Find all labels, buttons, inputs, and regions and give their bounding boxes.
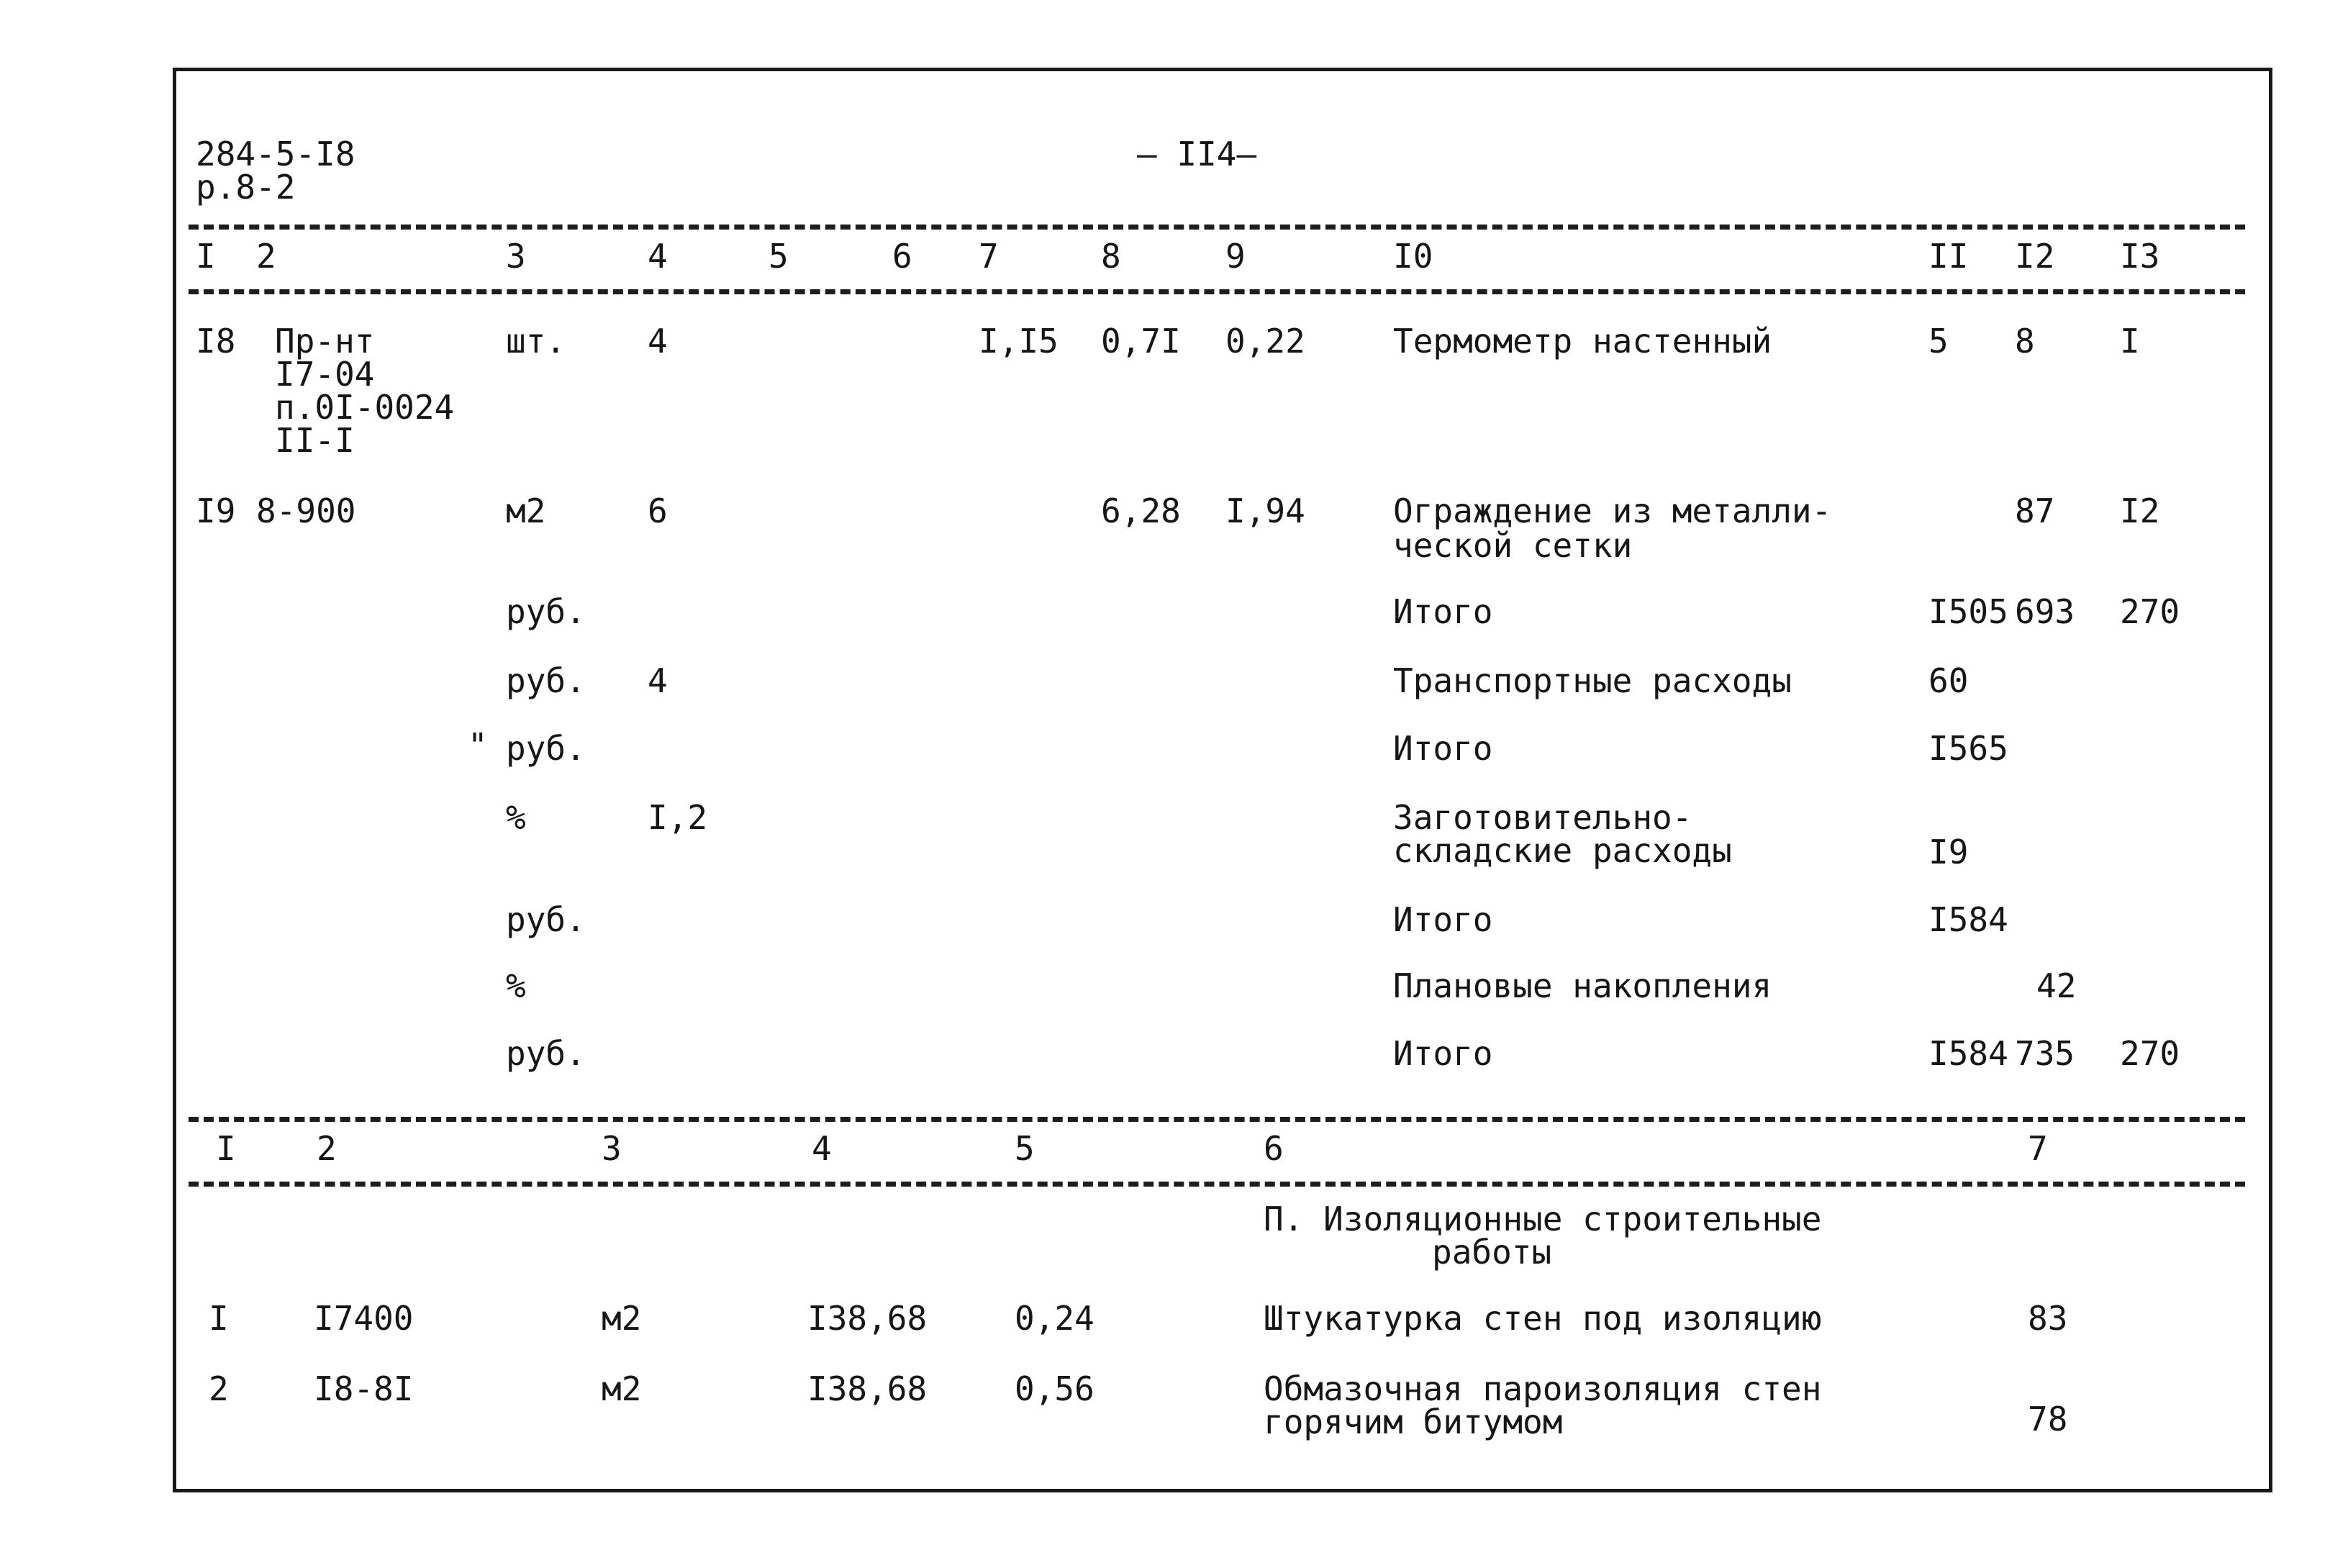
col-header-13: I3 bbox=[2120, 237, 2160, 276]
total1-col13: 270 bbox=[2120, 592, 2180, 631]
t2-col-header-1: I bbox=[216, 1129, 236, 1168]
row18-col11: 5 bbox=[1928, 322, 1949, 361]
transport-col11: 60 bbox=[1928, 661, 1969, 700]
transport-label: Транспортные расходы bbox=[1393, 661, 1792, 700]
t2-row2-number: 2 bbox=[209, 1369, 229, 1408]
row19-col12: 87 bbox=[2015, 491, 2055, 530]
t2-row2-description-line2: горячим битумом bbox=[1264, 1402, 1563, 1441]
total1-col11: I505 bbox=[1928, 592, 2008, 631]
row18-qty: 4 bbox=[648, 322, 668, 361]
col-header-9: 9 bbox=[1225, 237, 1246, 276]
transport-qty: 4 bbox=[648, 661, 668, 700]
total1-unit: руб. bbox=[506, 592, 586, 631]
t2-row1-description: Штукатурка стен под изоляцию bbox=[1264, 1299, 1822, 1338]
t2-col-header-3: 3 bbox=[602, 1129, 622, 1168]
row19-description-line2: ческой сетки bbox=[1393, 526, 1633, 565]
row18-col9: 0,22 bbox=[1225, 322, 1305, 361]
t2-col-header-5: 5 bbox=[1015, 1129, 1035, 1168]
row18-code-line3: п.0I-0024 bbox=[275, 388, 455, 427]
total1-col12: 693 bbox=[2015, 592, 2075, 631]
total1-label: Итого bbox=[1393, 592, 1493, 631]
col-header-4: 4 bbox=[648, 237, 668, 276]
storage-unit: % bbox=[506, 798, 526, 837]
total4-col11: I584 bbox=[1928, 1034, 2008, 1073]
row18-col12: 8 bbox=[2015, 322, 2035, 361]
t2-row1-number: I bbox=[209, 1299, 229, 1338]
row18-col13: I bbox=[2120, 322, 2140, 361]
total4-unit: руб. bbox=[506, 1034, 586, 1073]
t2-row2-unit: м2 bbox=[602, 1369, 642, 1408]
total4-label: Итого bbox=[1393, 1034, 1493, 1073]
row18-code-line2: I7-04 bbox=[275, 355, 375, 394]
page-frame bbox=[173, 68, 2272, 1492]
t2-col-header-7: 7 bbox=[2028, 1129, 2048, 1168]
storage-col11: I9 bbox=[1928, 833, 1969, 871]
col-header-2: 2 bbox=[256, 237, 276, 276]
section-title-line1: П. Изоляционные строительные bbox=[1264, 1200, 1822, 1238]
storage-qty: I,2 bbox=[648, 798, 708, 837]
col-header-10: I0 bbox=[1393, 237, 1433, 276]
transport-unit: руб. bbox=[506, 661, 586, 700]
section-title-line2: работы bbox=[1432, 1233, 1552, 1272]
t2-row1-code: I7400 bbox=[314, 1299, 414, 1338]
row19-col13: I2 bbox=[2120, 491, 2160, 530]
row18-code-line4: II-I bbox=[275, 421, 355, 460]
t2-row1-col7: 83 bbox=[2028, 1299, 2068, 1338]
row19-number: I9 bbox=[196, 491, 236, 530]
total3-col11: I584 bbox=[1928, 900, 2008, 939]
storage-label-line1: Заготовительно- bbox=[1393, 798, 1692, 837]
row19-col9: I,94 bbox=[1225, 491, 1305, 530]
row18-code-line1: Пр-нт bbox=[275, 322, 375, 361]
col-header-5: 5 bbox=[769, 237, 789, 276]
col-header-8: 8 bbox=[1101, 237, 1121, 276]
row18-unit: шт. bbox=[506, 322, 566, 361]
total3-label: Итого bbox=[1393, 900, 1493, 939]
row18-col7: I,I5 bbox=[979, 322, 1059, 361]
col-header-3: 3 bbox=[506, 237, 526, 276]
total2-unit: руб. bbox=[506, 729, 586, 768]
col-header-6: 6 bbox=[892, 237, 912, 276]
total2-label: Итого bbox=[1393, 729, 1493, 768]
separator bbox=[189, 225, 2245, 230]
row18-description: Термометр настенный bbox=[1393, 322, 1772, 361]
t2-row1-col5: 0,24 bbox=[1015, 1299, 1094, 1338]
total4-col13: 270 bbox=[2120, 1034, 2180, 1073]
row19-qty: 6 bbox=[648, 491, 668, 530]
t2-row1-unit: м2 bbox=[602, 1299, 642, 1338]
total4-col12: 735 bbox=[2015, 1034, 2075, 1073]
col-header-12: I2 bbox=[2015, 237, 2055, 276]
separator bbox=[189, 289, 2245, 294]
planned-col12: 42 bbox=[2036, 966, 2077, 1005]
row19-description-line1: Ограждение из металли- bbox=[1393, 491, 1832, 530]
t2-row2-col5: 0,56 bbox=[1015, 1369, 1094, 1408]
row18-col8: 0,7I bbox=[1101, 322, 1181, 361]
doc-code-line2: р.8-2 bbox=[196, 168, 296, 207]
page-number: — II4— bbox=[1137, 135, 1257, 173]
planned-label: Плановые накопления bbox=[1393, 966, 1772, 1005]
total2-col11: I565 bbox=[1928, 729, 2008, 768]
t2-row2-code: I8-8I bbox=[314, 1369, 414, 1408]
col-header-11: II bbox=[1928, 237, 1969, 276]
row19-code: 8-900 bbox=[256, 491, 356, 530]
doc-code-line1: 284-5-I8 bbox=[196, 135, 355, 173]
separator bbox=[189, 1117, 2245, 1122]
row19-col8: 6,28 bbox=[1101, 491, 1181, 530]
col-header-1: I bbox=[196, 237, 216, 276]
t2-row2-qty: I38,68 bbox=[807, 1369, 928, 1408]
t2-col-header-4: 4 bbox=[812, 1129, 832, 1168]
t2-col-header-2: 2 bbox=[317, 1129, 337, 1168]
total3-unit: руб. bbox=[506, 900, 586, 939]
col-header-7: 7 bbox=[979, 237, 999, 276]
planned-unit: % bbox=[506, 966, 526, 1005]
t2-col-header-6: 6 bbox=[1264, 1129, 1284, 1168]
row19-unit: м2 bbox=[506, 491, 546, 530]
t2-row2-col7: 78 bbox=[2028, 1400, 2068, 1438]
row18-number: I8 bbox=[196, 322, 236, 361]
storage-label-line2: складские расходы bbox=[1393, 831, 1732, 870]
t2-row1-qty: I38,68 bbox=[807, 1299, 928, 1338]
t2-row2-description-line1: Обмазочная пароизоляция стен bbox=[1264, 1369, 1822, 1408]
total2-mark: " bbox=[468, 726, 488, 765]
separator bbox=[189, 1182, 2245, 1187]
